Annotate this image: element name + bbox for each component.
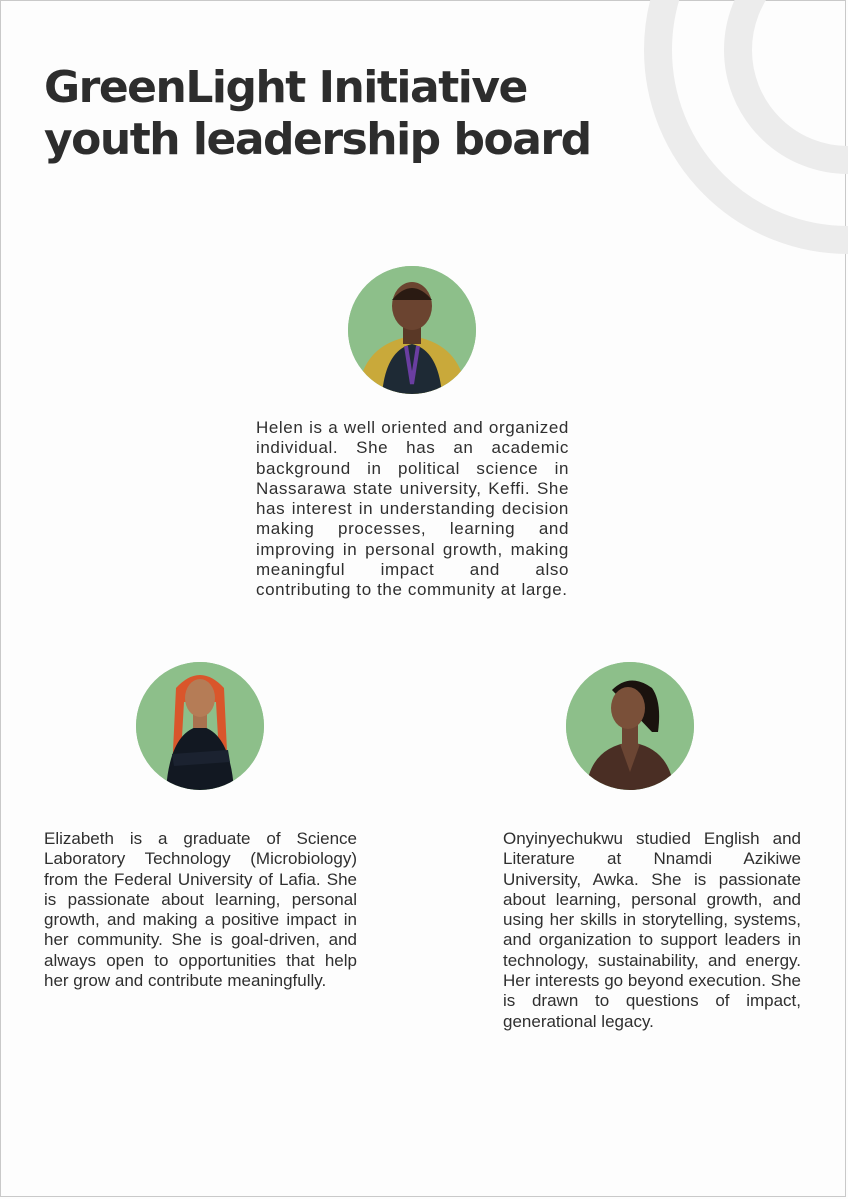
- elizabeth-bio: Elizabeth is a graduate of Science Laboratory Technology (Microbiology) from the Federal University of Lafia. She is passionate about learning, personal growth, and making a positive impact in her community. She is goal-driven, and always open to opportunities that help her grow and contribute meaningfully.: [44, 829, 357, 991]
- onyinyechukwu-photo: [566, 662, 694, 790]
- helen-photo: [348, 266, 476, 394]
- title-line-1: GreenLight Initiative: [44, 62, 527, 113]
- page-title: [44, 62, 591, 166]
- title-line-2: youth leadership board: [44, 114, 591, 165]
- onyinyechukwu-bio: Onyinyechukwu studied English and Literature at Nnamdi Azikiwe University, Awka. She is passionate about learning, personal growth, and using her skills in storytelling, systems, and organization to support leaders in technology, sustainability, and energy. Her interests go beyond execution. She is drawn to questions of impact, generational legacy.: [503, 829, 801, 1031]
- helen-bio: Helen is a well oriented and organized individual. She has an academic background in political science in Nassarawa state university, Keffi. She has interest in understanding decision making processes, learning and improving in personal growth, making meaningful impact and also contributing to the community at large.: [256, 418, 569, 600]
- elizabeth-photo: [136, 662, 264, 790]
